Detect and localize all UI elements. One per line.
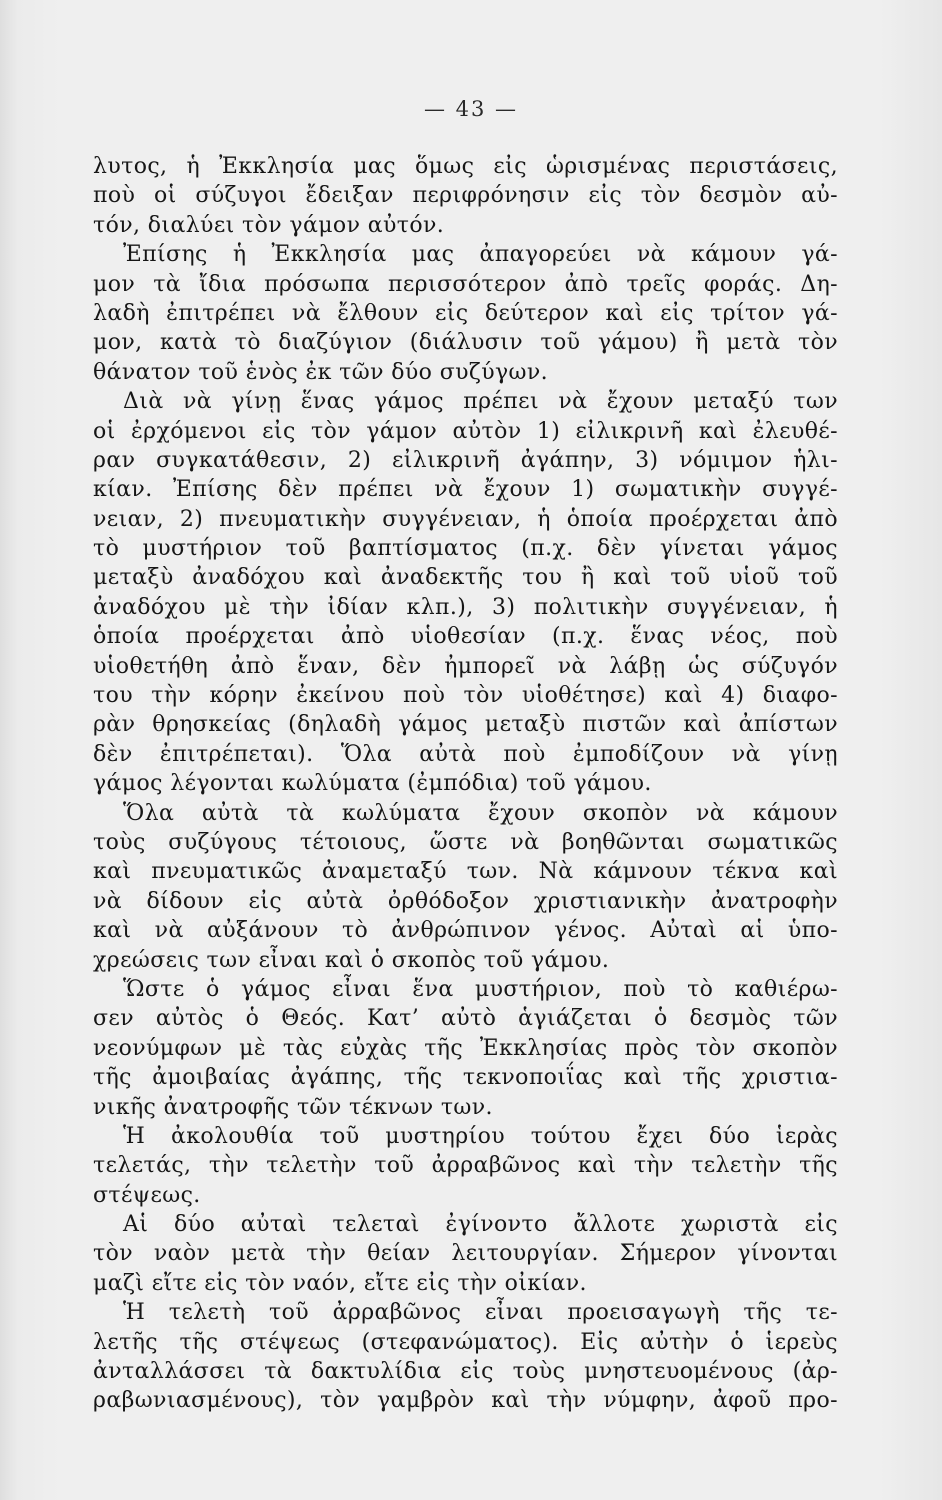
text-line: τὸν ναὸν μετὰ τὴν θείαν λειτουργίαν. Σήμερον γίνονται bbox=[93, 1241, 838, 1267]
text-line: ραβωνιασμένους), τὸν γαμβρὸν καὶ τὴν νύμφην, ἀφοῦ προ- bbox=[93, 1388, 838, 1414]
text-line: Ὅλα αὐτὰ τὰ κωλύματα ἔχουν σκοπὸν νὰ κάμουν bbox=[123, 800, 838, 826]
page-text-body bbox=[93, 152, 838, 1416]
text-line: οἱ ἐρχόμενοι εἰς τὸν γάμον αὐτὸν 1) εἰλικρινῆ καὶ ἐλευθέ- bbox=[93, 418, 838, 444]
text-line: τόν, διαλύει τὸν γάμον αὐτόν. bbox=[93, 212, 445, 238]
page-number: — 43 — bbox=[423, 97, 519, 121]
text-line: λυτος, ἡ Ἐκκλησία μας ὅμως εἰς ὡρισμένας περιστάσεις, bbox=[93, 154, 838, 179]
text-line: ἀναδόχου μὲ τὴν ἰδίαν κλπ.), 3) πολιτικὴν συγγένειαν, ἡ bbox=[93, 594, 838, 620]
text-line: τοὺς συζύγους τέτοιους, ὥστε νὰ βοηθῶνται σωματικῶς bbox=[93, 829, 838, 855]
text-line: νὰ δίδουν εἰς αὐτὰ ὀρθόδοξον χριστιανικὴν ἀνατροφὴν bbox=[93, 888, 838, 914]
text-line: Διὰ νὰ γίνῃ ἕνας γάμος πρέπει νὰ ἔχουν μεταξύ των bbox=[123, 389, 838, 415]
text-line: καὶ πνευματικῶς ἀναμεταξύ των. Νὰ κάμνουν τέκνα καὶ bbox=[93, 859, 838, 885]
text-line: θάνατον τοῦ ἑνὸς ἐκ τῶν δύο συζύγων. bbox=[93, 359, 549, 385]
text-line: λετῆς τῆς στέψεως (στεφανώματος). Εἰς αὐτὴν ὁ ἱερεὺς bbox=[93, 1329, 838, 1355]
text-line: Ἡ τελετὴ τοῦ ἀρραβῶνος εἶναι προεισαγωγὴ τῆς τε- bbox=[123, 1300, 838, 1326]
text-line: λαδὴ ἐπιτρέπει νὰ ἔλθουν εἰς δεύτερον καὶ εἰς τρίτον γά- bbox=[93, 300, 838, 326]
text-line: του τὴν κόρην ἐκείνου ποὺ τὸν υἱοθέτησε) καὶ 4) διαφο- bbox=[93, 683, 838, 709]
text-line: τὸ μυστήριον τοῦ βαπτίσματος (π.χ. δὲν γίνεται γάμος bbox=[93, 536, 838, 562]
text-line: ποὺ οἱ σύζυγοι ἔδειξαν περιφρόνησιν εἰς τὸν δεσμὸν αὐ- bbox=[93, 183, 838, 209]
text-line: γάμος λέγονται κωλύματα (ἐμπόδια) τοῦ γάμου. bbox=[93, 771, 652, 797]
text-line: Ἐπίσης ἡ Ἐκκλησία μας ἀπαγορεύει νὰ κάμουν γά- bbox=[123, 242, 838, 268]
text-line: κίαν. Ἐπίσης δὲν πρέπει νὰ ἔχουν 1) σωματικὴν συγγέ- bbox=[93, 477, 838, 503]
text-line: νικῆς ἀνατροφῆς τῶν τέκνων των. bbox=[93, 1094, 493, 1120]
text-line: δὲν ἐπιτρέπεται). Ὅλα αὐτὰ ποὺ ἐμποδίζουν νὰ γίνῃ bbox=[93, 741, 838, 767]
text-line: νεονύμφων μὲ τὰς εὐχὰς τῆς Ἐκκλησίας πρὸς τὸν σκοπὸν bbox=[93, 1035, 838, 1061]
text-line: Ὥστε ὁ γάμος εἶναι ἕνα μυστήριον, ποὺ τὸ καθιέρω- bbox=[123, 976, 838, 1002]
text-line: μαζὶ εἴτε εἰς τὸν ναόν, εἴτε εἰς τὴν οἰκίαν. bbox=[93, 1270, 587, 1296]
text-line: τῆς ἀμοιβαίας ἀγάπης, τῆς τεκνοποιΐας καὶ τῆς χριστια- bbox=[93, 1065, 838, 1091]
text-line: χρεώσεις των εἶναι καὶ ὁ σκοπὸς τοῦ γάμου. bbox=[93, 947, 610, 973]
text-line: Ἡ ἀκολουθία τοῦ μυστηρίου τούτου ἔχει δύο ἱερὰς bbox=[123, 1123, 838, 1149]
text-line: υἱοθετήθη ἀπὸ ἕναν, δὲν ἠμπορεῖ νὰ λάβῃ ὡς σύζυγόν bbox=[93, 653, 838, 679]
text-line: ραν συγκατάθεσιν, 2) εἰλικρινῆ ἀγάπην, 3) νόμιμον ἡλι- bbox=[93, 447, 838, 473]
text-line: ρὰν θρησκείας (δηλαδὴ γάμος μεταξὺ πιστῶν καὶ ἀπίστων bbox=[93, 712, 838, 738]
text-line: καὶ νὰ αὐξάνουν τὸ ἀνθρώπινον γένος. Αὐταὶ αἱ ὑπο- bbox=[93, 918, 838, 944]
text-line: ἀνταλλάσσει τὰ δακτυλίδια εἰς τοὺς μνηστευομένους (ἀρ- bbox=[93, 1359, 838, 1385]
text-line: ὁποία προέρχεται ἀπὸ υἱοθεσίαν (π.χ. ἕνας νέος, ποὺ bbox=[93, 624, 838, 650]
text-line: νειαν, 2) πνευματικὴν συγγένειαν, ἡ ὁποία προέρχεται ἀπὸ bbox=[93, 506, 838, 532]
text-line: τελετάς, τὴν τελετὴν τοῦ ἀρραβῶνος καὶ τὴν τελετὴν τῆς bbox=[93, 1153, 838, 1179]
text-line: Αἱ δύο αὐταὶ τελεταὶ ἐγίνοντο ἄλλοτε χωριστὰ εἰς bbox=[123, 1212, 838, 1238]
text-line: μον τὰ ἴδια πρόσωπα περισσότερον ἀπὸ τρεῖς φοράς. Δη- bbox=[93, 271, 838, 297]
text-line: στέψεως. bbox=[93, 1182, 201, 1208]
text-line: μεταξὺ ἀναδόχου καὶ ἀναδεκτῆς του ἢ καὶ τοῦ υἱοῦ τοῦ bbox=[93, 565, 838, 591]
text-line: μον, κατὰ τὸ διαζύγιον (διάλυσιν τοῦ γάμου) ἢ μετὰ τὸν bbox=[93, 330, 838, 356]
text-line: σεν αὐτὸς ὁ Θεός. Κατ’ αὐτὸ ἁγιάζεται ὁ δεσμὸς τῶν bbox=[93, 1006, 838, 1032]
